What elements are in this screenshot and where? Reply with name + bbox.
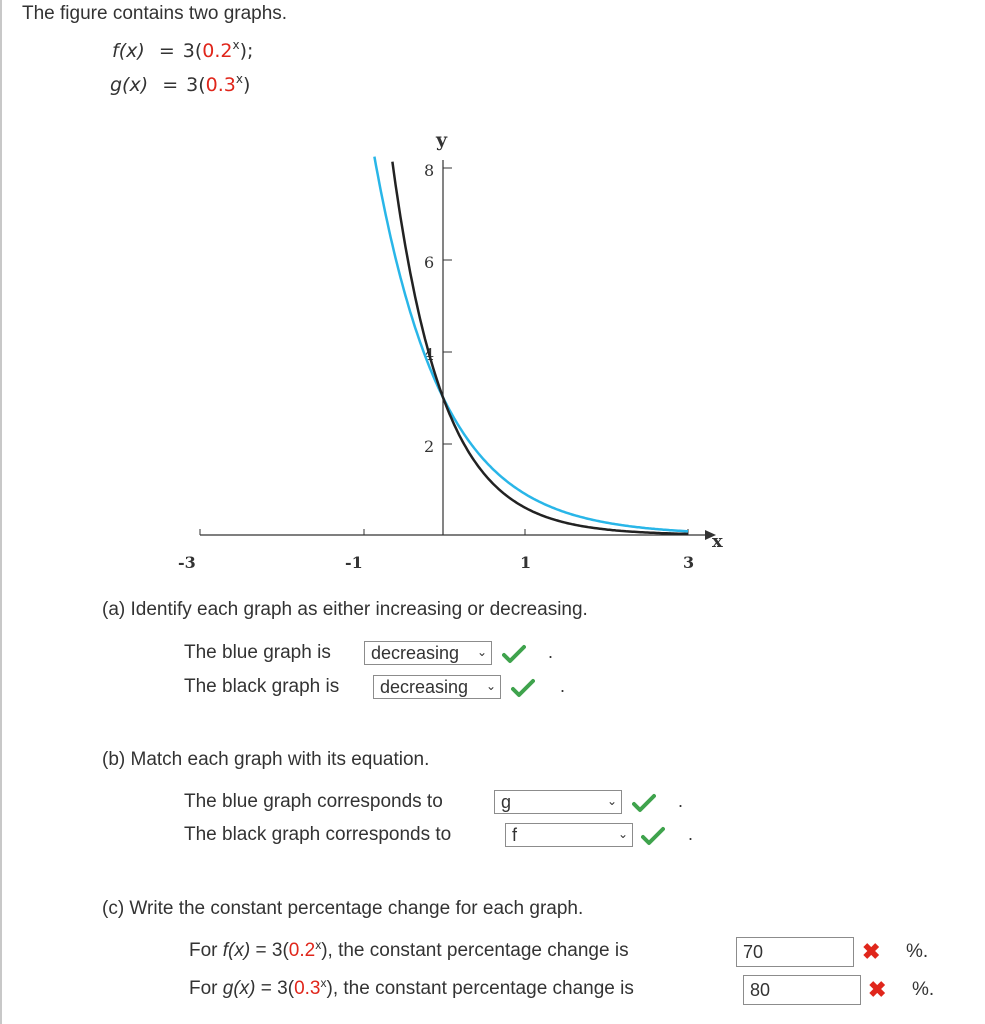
g-base: 0.3 (205, 74, 236, 96)
equation-f: $f(x) = 3(0.2^x)$; (112, 38, 254, 62)
part-b-blue-label: The blue graph corresponds to (184, 791, 443, 812)
part-c-f-unit: %. (906, 941, 929, 962)
check-icon (641, 826, 665, 846)
chevron-down-icon: ⌄ (476, 645, 487, 659)
blue-curve-g (374, 157, 688, 532)
part-a-black-dropdown[interactable]: decreasing ⌄ (373, 675, 501, 699)
part-c-g-input[interactable]: 80 (743, 975, 861, 1005)
part-b-blue-dropdown[interactable]: g ⌄ (494, 790, 622, 814)
y-tick-label-8: 8 (424, 161, 435, 180)
part-b-black-dropdown[interactable]: f ⌄ (505, 823, 633, 847)
check-icon (502, 644, 526, 664)
y-tick-label-6: 6 (424, 253, 435, 272)
x-tick-label-3: 3 (683, 553, 695, 572)
part-a-question: (a) Identify each graph as either increasing or decreasing. (102, 599, 588, 620)
x-axis-label: x (712, 531, 723, 552)
check-icon (632, 793, 656, 813)
y-axis-label: y (436, 129, 448, 151)
y-tick-label-4: 4 (424, 345, 435, 364)
chevron-down-icon: ⌄ (617, 827, 628, 841)
part-a-black-label: The black graph is (184, 676, 340, 697)
part-b-question: (b) Match each graph with its equation. (102, 749, 430, 770)
cross-icon: ✖ (862, 939, 881, 964)
f-base: 0.2 (202, 40, 233, 62)
part-c-g-sentence: For $g(x) = 3(0.3^x)$, the constant percentage change is (189, 976, 634, 999)
intro-text: The figure contains two graphs. (22, 3, 288, 24)
black-curve-f (392, 162, 688, 534)
chevron-down-icon: ⌄ (606, 794, 617, 808)
y-tick-label-2: 2 (424, 437, 435, 456)
part-a-blue-period: . (548, 642, 554, 662)
part-c-f-sentence: For $f(x) = 3(0.2^x)$, the constant percentage change is (189, 938, 629, 961)
chevron-down-icon: ⌄ (485, 679, 496, 693)
part-a-blue-label: The blue graph is (184, 642, 331, 663)
f-lhs: f(x) (112, 40, 145, 62)
equation-g: $g(x) = 3(0.3^x)$ (110, 72, 251, 96)
cross-icon: ✖ (868, 977, 887, 1002)
part-c-f-input[interactable]: 70 (736, 937, 854, 967)
part-b-black-period: . (688, 824, 694, 844)
part-c-g-unit: %. (912, 979, 935, 1000)
part-a-black-period: . (560, 676, 566, 696)
check-icon (511, 678, 535, 698)
g-lhs: g(x) (110, 74, 149, 96)
part-b-black-label: The black graph corresponds to (184, 824, 452, 845)
x-tick-label-1: 1 (520, 553, 532, 572)
x-tick-label-m1: -1 (345, 553, 363, 572)
part-a-blue-dropdown[interactable]: decreasing ⌄ (364, 641, 492, 665)
x-tick-label-m3: -3 (178, 553, 196, 572)
part-b-blue-period: . (678, 791, 684, 811)
part-c-question: (c) Write the constant percentage change for each graph. (102, 898, 584, 919)
